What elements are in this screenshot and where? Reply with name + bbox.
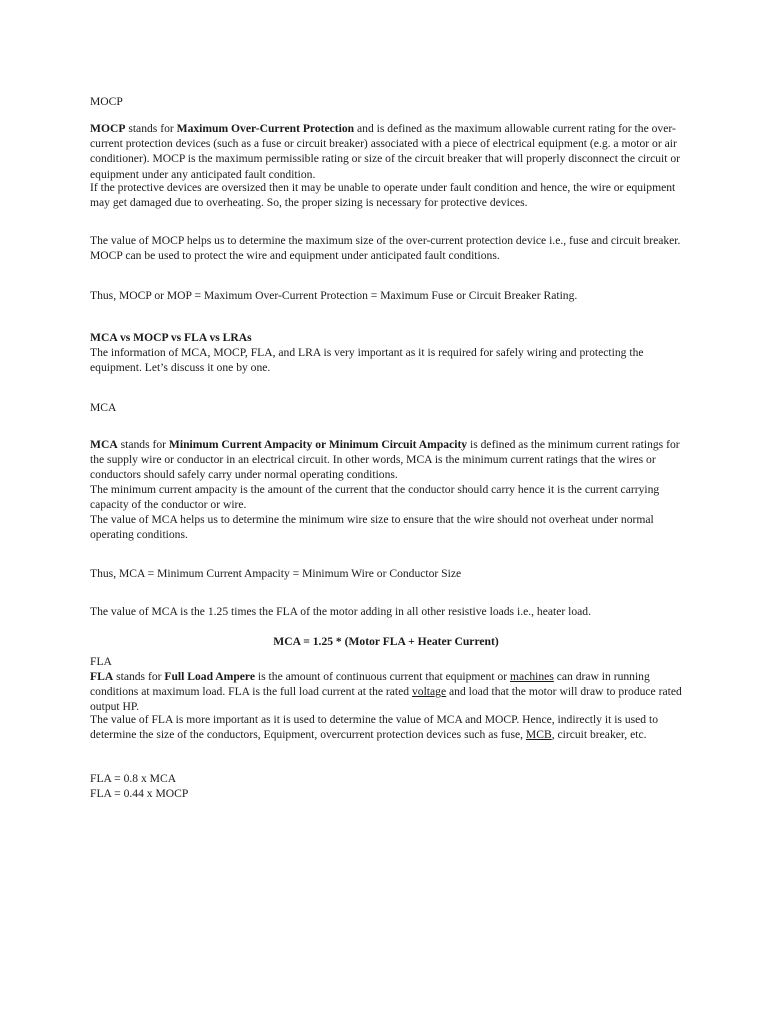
text-span: stands for [113, 670, 165, 683]
mocp-oversize-paragraph: If the protective devices are oversized then it may be unable to operate under fault condition and hence, the wire or equipment may get damaged due to overheating. So, the proper sizing is necessary for protective devices. [90, 181, 676, 210]
mocp-definition [90, 121, 682, 182]
term-mca-full: Minimum Current Ampacity or Minimum Circuit Ampacity [168, 438, 468, 451]
comparison-heading [90, 330, 682, 345]
comparison-heading-text: MCA vs MOCP vs FLA vs LRAs [90, 331, 252, 344]
term-mocp: MOCP [90, 122, 126, 135]
mca-formula [90, 634, 682, 649]
fla-formula-mocp: FLA = 0.44 x MOCP [90, 787, 189, 800]
term-mca: MCA [90, 438, 118, 451]
term-mocp-full: Maximum Over-Current Protection [176, 122, 355, 135]
text-span: and is defined as the maximum allowable current rating for the over-current protection devices (such as a fuse or circuit breaker) associated with a piece of electrical equipment (e.g. a motor or air conditioner). MOCP is the maximum permissible rating or size of the circuit breaker that will properly disconnect the circuit or equipment under any anticipated fault condition. [90, 122, 681, 181]
section-label-mocp: MOCP [90, 95, 123, 108]
text-span: can draw in running conditions at maximum load. FLA is the full load current at the rated [90, 670, 650, 699]
text-span: and load that the motor will draw to produce rated output HP. [90, 685, 682, 714]
mca-equation: Thus, MCA = Minimum Current Ampacity = Minimum Wire or Conductor Size [90, 567, 462, 580]
text-span: The value of FLA is more important as it is used to determine the value of MCA and MOCP. Hence, indirectly it is used to determine the size of the conductors, Equipment, overcurrent protection devices such as fuse, [90, 713, 658, 742]
text-span: stands for [125, 122, 177, 135]
section-label-fla: FLA [90, 655, 112, 668]
mocp-value-paragraph: The value of MOCP helps us to determine the maximum size of the over-current protection device i.e., fuse and circuit breaker. MOCP can be used to protect the wire and equipment under anticipated fault conditions. [90, 234, 681, 263]
text-span: , circuit breaker, etc. [551, 728, 647, 742]
link-mcb[interactable]: MCB [525, 728, 552, 742]
fla-formula-mca: FLA = 0.8 x MCA [90, 772, 177, 785]
section-label-mca: MCA [90, 401, 117, 414]
link-voltage[interactable]: voltage [411, 685, 447, 699]
mca-factor-paragraph: The value of MCA is the 1.25 times the FLA of the motor adding in all other resistive loads i.e., heater load. [90, 605, 592, 618]
fla-value-paragraph [90, 712, 682, 742]
term-fla: FLA [90, 670, 114, 683]
term-fla-full: Full Load Ampere [164, 670, 256, 683]
text-span: stands for [117, 438, 169, 451]
mocp-equation: Thus, MOCP or MOP = Maximum Over-Current Protection = Maximum Fuse or Circuit Breaker Rating. [90, 289, 578, 302]
link-machines[interactable]: machines [510, 670, 554, 683]
mca-formula-text: MCA = 1.25 * (Motor FLA + Heater Current) [273, 635, 499, 648]
mca-ampacity-paragraph: The minimum current ampacity is the amount of the current that the conductor should carry hence it is the current carrying capacity of the conductor or wire. [90, 483, 660, 512]
mca-value-paragraph: The value of MCA helps us to determine the minimum wire size to ensure that the wire should not overheat under normal operating conditions. [90, 513, 654, 542]
text-span: is the amount of continuous current that equipment or [255, 670, 511, 683]
mca-definition [90, 437, 682, 483]
fla-definition [90, 669, 682, 715]
text-span: is defined as the minimum current ratings for the supply wire or conductor in an electrical circuit. In other words, MCA is the minimum current ratings that the wires or conductors should safely carry under normal operating conditions. [90, 438, 680, 482]
comparison-paragraph: The information of MCA, MOCP, FLA, and LRA is very important as it is required for safely wiring and protecting the equipment. Let’s discuss it one by one. [90, 346, 644, 375]
